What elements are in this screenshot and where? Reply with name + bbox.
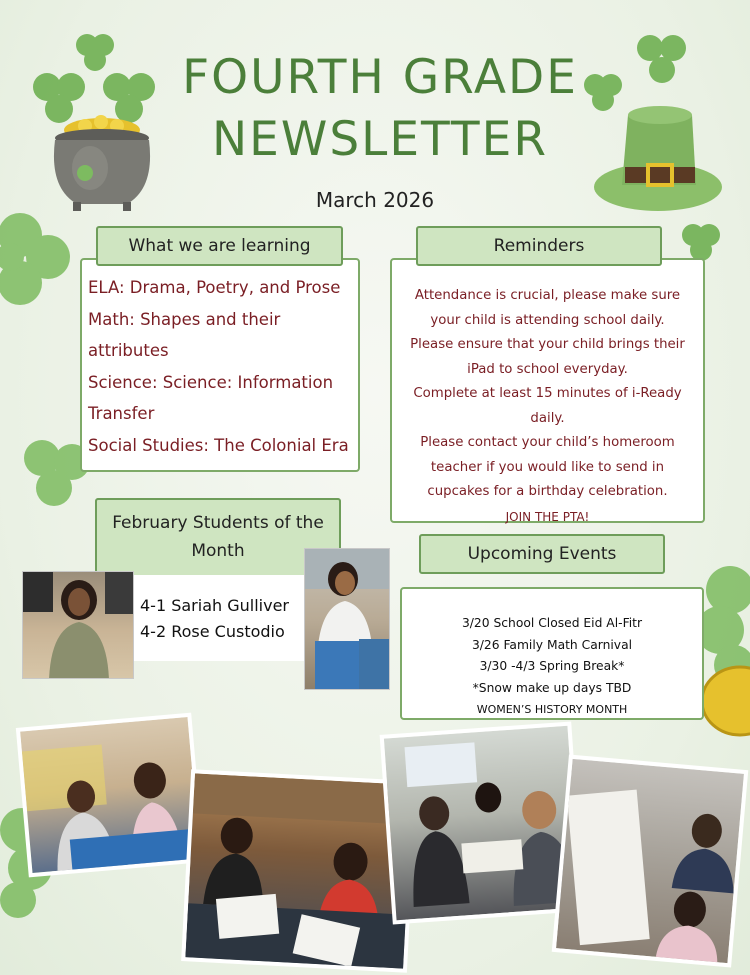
pot-of-gold-icon [45,108,160,213]
student-photo-1-figure [23,572,134,679]
reminder-line: JOIN THE PTA! [505,509,590,524]
sotm-names [130,575,310,661]
reminder-line: your child is attending school daily. [430,312,665,328]
reminder-line: Please contact your child’s homeroom [420,435,675,450]
reminder-line: iPad to school everyday. [467,361,628,377]
event-item: WOMEN’S HISTORY MONTH [476,703,628,716]
event-item: 3/26 Family Math Carnival [471,637,633,652]
leprechaun-hat-icon [592,95,727,220]
newsletter-title-line1: FOURTH GRADE [182,50,578,105]
shamrock-icon [630,28,695,93]
student-name: 4-2 Rose Custodio [140,622,285,641]
reminder-line: Please ensure that your child brings their [410,337,685,352]
newsletter-date: March 2026 [315,188,435,212]
student-photo-2-figure [305,549,390,690]
event-item: *Snow make up days TBD [472,680,632,695]
reminders-panel [390,258,705,523]
reminder-line: Complete at least 15 minutes of i-Ready [413,386,682,401]
classroom-photo-2 [181,769,417,973]
reminder-line: teacher if you would like to send in [430,459,665,475]
event-item: 3/30 -4/3 Spring Break* [479,659,625,673]
classroom-photo-1 [16,713,204,878]
student-photo-1 [22,571,134,679]
learning-line: Transfer [88,404,155,423]
learning-line: Science: Science: Information [88,372,334,392]
classroom-photo-1-scene [20,717,202,875]
reminder-line: daily. [530,410,565,426]
reminders-heading: Reminders [416,226,662,266]
classroom-photo-2-scene [185,773,414,970]
reminder-line: Attendance is crucial, please make sure [414,288,681,303]
classroom-photo-4-scene [556,759,746,965]
classroom-photo-3 [380,722,585,925]
reminder-line: cupcakes for a birthday celebration. [427,484,668,499]
student-name: 4-1 Sariah Gulliver [140,596,289,615]
learning-line: Math: Shapes and their [88,309,281,329]
classroom-photo-3-scene [384,726,582,923]
classroom-photo-4 [552,755,749,968]
newsletter-title-line2: NEWSLETTER [212,112,548,167]
learning-line: attributes [88,341,169,360]
learning-line: Social Studies: The Colonial Era [88,435,349,455]
gold-coin-icon [698,665,750,740]
sotm-heading-line2: Month [191,541,245,561]
student-photo-2 [304,548,390,690]
sotm-heading-line1: February Students of the [112,513,324,533]
event-item: 3/20 School Closed Eid Al-Fitr [461,616,643,630]
events-panel [400,587,704,720]
learning-line: ELA: Drama, Poetry, and Prose [88,278,341,297]
learning-heading: What we are learning [96,226,343,266]
learning-panel [80,258,360,472]
events-heading: Upcoming Events [419,534,665,574]
shamrock-icon [0,195,70,325]
